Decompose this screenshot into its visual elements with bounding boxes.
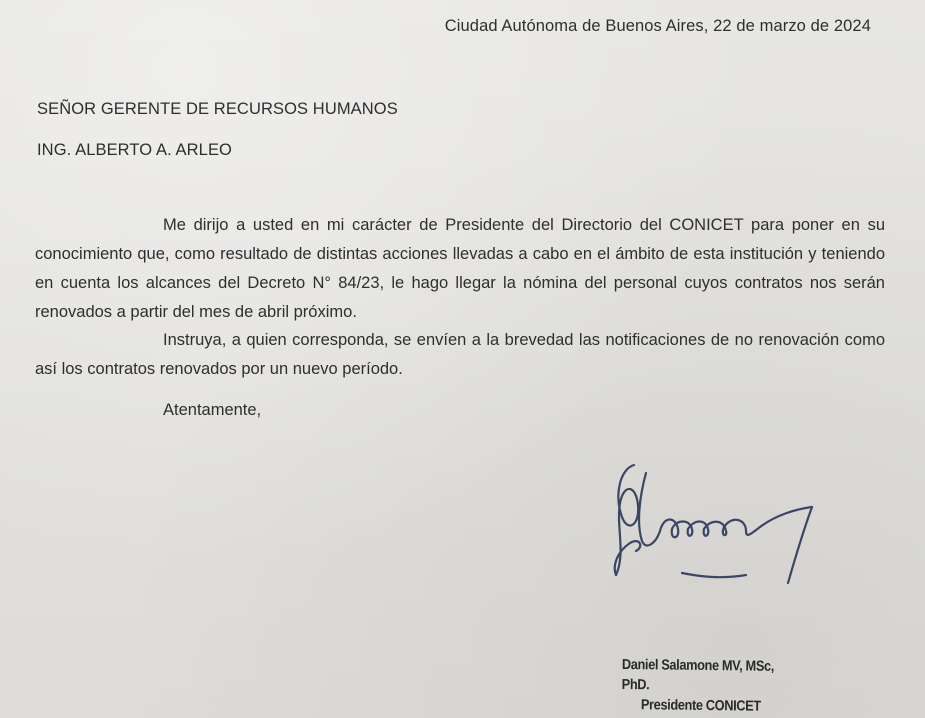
- closing-salutation: Atentamente,: [163, 401, 262, 419]
- paragraph-2-text: Instruya, a quien corresponda, se envíen a la brevedad las notificaciones de no renovación como así los contratos renovados por un nuevo período.: [35, 331, 885, 378]
- signer-block: [621, 655, 798, 717]
- signer-name: Daniel Salamone MV, MSc, PhD.: [621, 656, 775, 694]
- signature-drawing: [600, 455, 840, 605]
- body-paragraph-1: [35, 211, 885, 327]
- handwritten-signature: [600, 455, 840, 605]
- signer-role: Presidente CONICET: [640, 697, 761, 715]
- date-line: Ciudad Autónoma de Buenos Aires, 22 de marzo de 2024: [444, 17, 871, 35]
- addressee-name: ING. ALBERTO A. ARLEO: [37, 141, 232, 159]
- addressee-title: SEÑOR GERENTE DE RECURSOS HUMANOS: [37, 100, 398, 118]
- paragraph-1-text: Me dirijo a usted en mi carácter de Presidente del Directorio del CONICET para poner en su conocimiento que, como resultado de distintas acciones llevadas a cabo en el ámbito de esta institución y teniendo en cuenta los alcances del Decreto N° 84/23, le hago llegar la nómina del personal cuyos contratos nos serán renovados a partir del mes de abril próximo.: [35, 216, 885, 321]
- body-paragraph-2: [35, 326, 885, 384]
